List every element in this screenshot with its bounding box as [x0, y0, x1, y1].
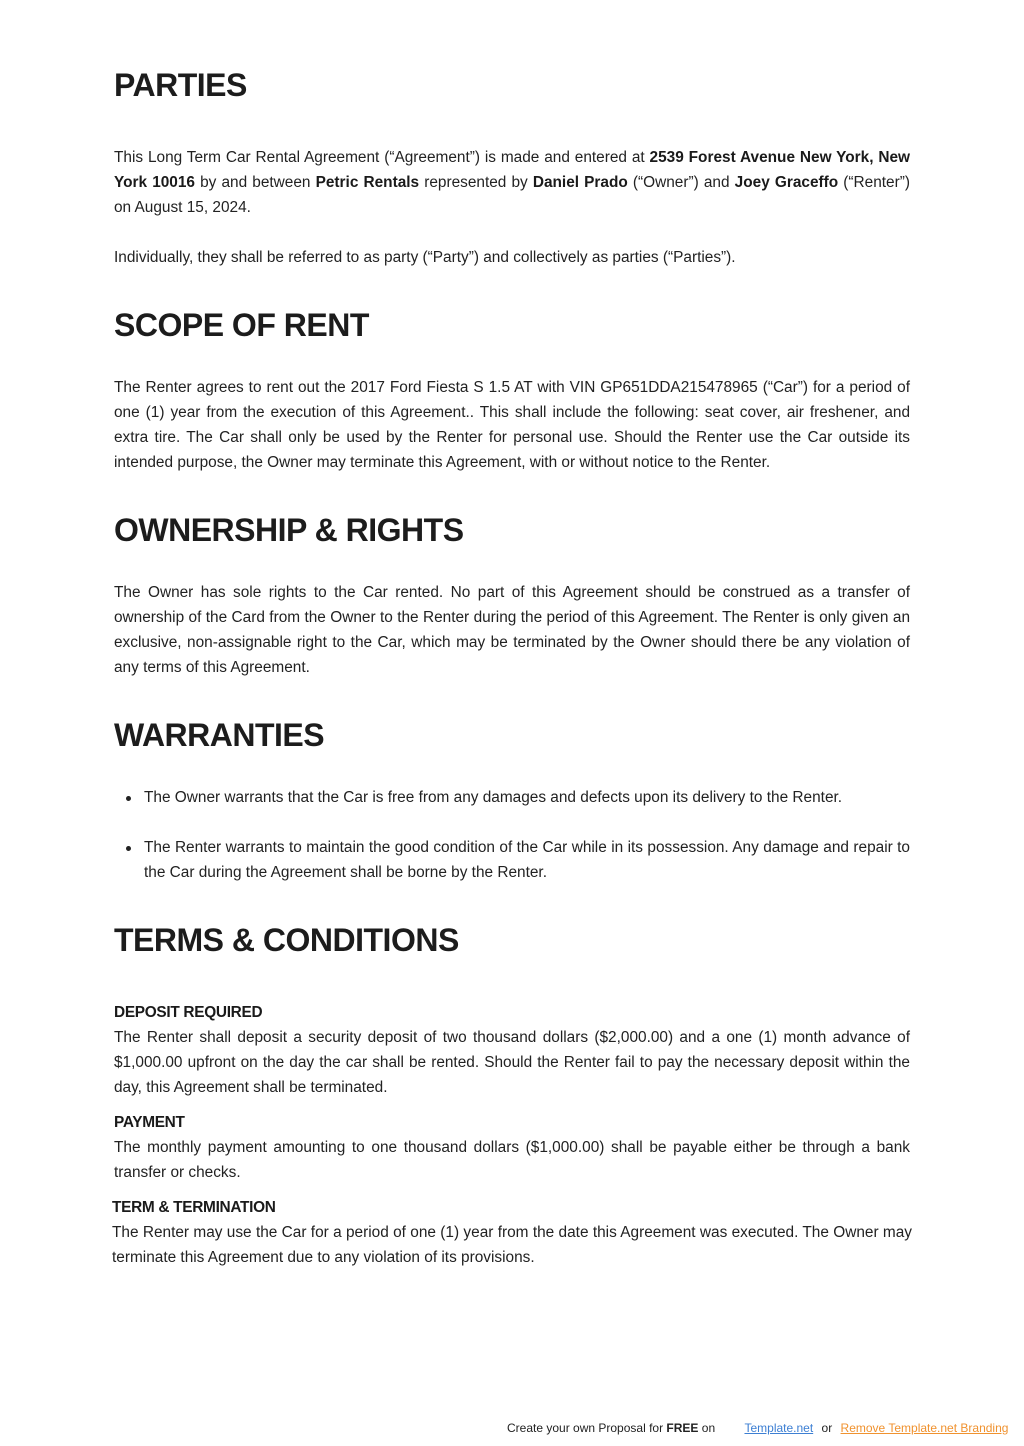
section-title-warranties: WARRANTIES — [114, 717, 325, 753]
warranty-text: The Renter warrants to maintain the good condition of the Car while in its possession. Any damage and repair to the Car during the Agreement shall be borne by the Renter. — [144, 839, 910, 881]
footer-free-text: FREE — [666, 1421, 699, 1435]
text: (“Renter”) on August 15, 2024. — [114, 174, 910, 216]
warranty-item — [114, 785, 910, 810]
section-title-terms-conditions: TERMS & CONDITIONS — [114, 922, 459, 958]
text: (“Owner”) and — [627, 174, 735, 191]
remove-branding-link[interactable]: Remove Template.net Branding — [840, 1421, 1009, 1435]
renter-name: Joey Graceffo — [734, 174, 839, 191]
branding-footer — [507, 1418, 1008, 1438]
section-title-ownership-rights: OWNERSHIP & RIGHTS — [114, 512, 464, 548]
warranty-text: The Owner warrants that the Car is free from any damages and defects upon its delivery to the Renter. — [144, 789, 843, 806]
parties-paragraph — [114, 145, 910, 220]
parties-collective-paragraph: Individually, they shall be referred to as party (“Party”) and collectively as parties (“Parties”). — [114, 249, 736, 266]
text: This Long Term Car Rental Agreement (“Agreement”) is made and entered at — [114, 149, 650, 166]
footer-text: Create your own Proposal for — [507, 1421, 667, 1435]
company-name: Petric Rentals — [315, 174, 420, 191]
deposit-paragraph: The Renter shall deposit a security deposit of two thousand dollars ($2,000.00) and a one (1) month advance of $1,000.00 upfront on the day the car shall be rented. Should the Renter fail to pay the necessary deposit within the day, this Agreement shall be terminated. — [114, 1029, 910, 1096]
payment-paragraph: The monthly payment amounting to one thousand dollars ($1,000.00) shall be payable either be through a bank transfer or checks. — [114, 1139, 910, 1181]
warranty-item — [114, 835, 910, 885]
address: 2539 Forest Avenue New York, New York 10016 — [114, 149, 910, 191]
subsection-title-deposit: DEPOSIT REQUIRED — [114, 1004, 263, 1021]
subsection-title-term-termination: TERM & TERMINATION — [112, 1199, 276, 1216]
section-title-parties: PARTIES — [114, 67, 247, 103]
warranties-list — [114, 785, 910, 885]
section-title-scope-of-rent: SCOPE OF RENT — [114, 307, 369, 343]
owner-name: Daniel Prado — [532, 174, 628, 191]
subsection-title-payment: PAYMENT — [114, 1114, 185, 1131]
text: represented by — [419, 174, 533, 191]
footer-text: on — [698, 1421, 716, 1435]
bullet-icon — [126, 846, 131, 851]
ownership-paragraph: The Owner has sole rights to the Car rented. No part of this Agreement should be construed as a transfer of ownership of the Card from the Owner to the Renter during the period of this Agreement. The Renter is only given an exclusive, non-assignable right to the Car, which may be terminated by the Owner should there be any violation of any terms of this Agreement. — [114, 584, 910, 676]
scope-paragraph: The Renter agrees to rent out the 2017 Ford Fiesta S 1.5 AT with VIN GP651DDA215478965 (“Car”) for a period of one (1) year from the execution of this Agreement.. This shall include the following: seat cover, air freshener, and extra tire. The Car shall only be used by the Renter for personal use. Should the Renter use the Car outside its intended purpose, the Owner may terminate this Agreement, with or without notice to the Renter. — [114, 379, 910, 471]
term-termination-paragraph: The Renter may use the Car for a period of one (1) year from the date this Agreement was executed. The Owner may terminate this Agreement due to any violation of its provisions. — [112, 1224, 912, 1266]
text: by and between — [195, 174, 316, 191]
bullet-icon — [126, 796, 131, 801]
footer-or-text: or — [821, 1421, 833, 1435]
template-net-link[interactable]: Template.net — [744, 1421, 814, 1435]
